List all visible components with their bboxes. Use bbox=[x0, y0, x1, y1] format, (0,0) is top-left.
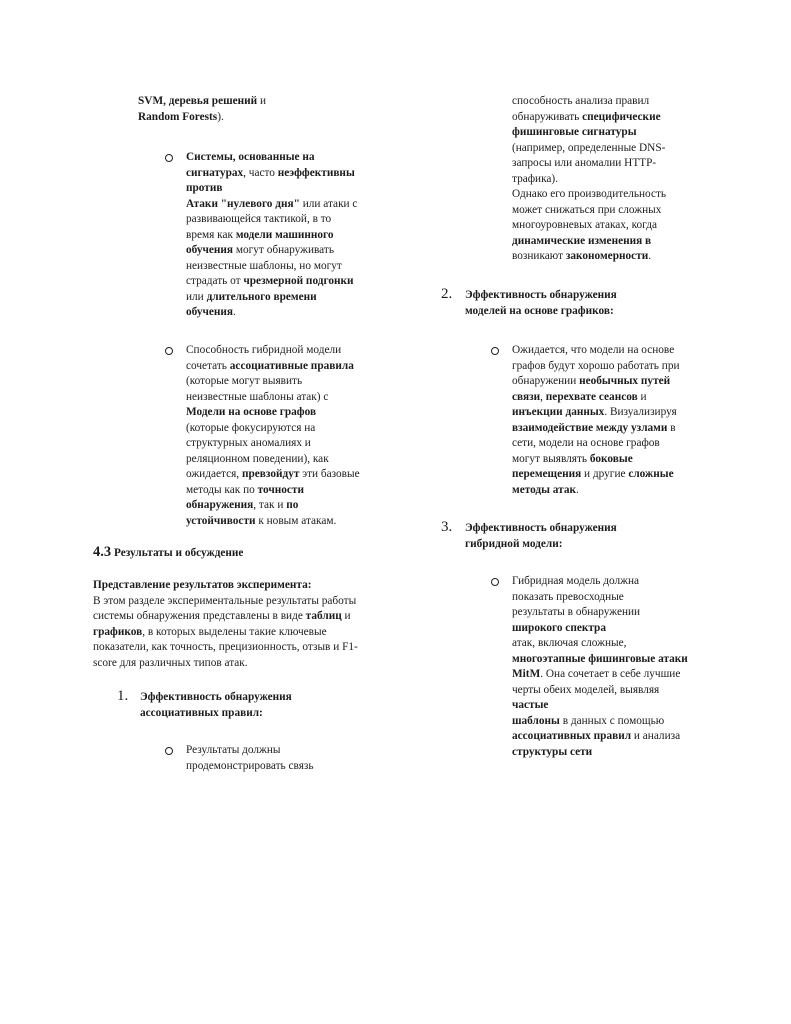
text-line: методы как по bbox=[186, 483, 258, 496]
bullet-circle-icon bbox=[165, 747, 173, 755]
text-line: атак, включая сложные, bbox=[512, 637, 627, 649]
item-association-rules bbox=[140, 690, 292, 721]
text-line: модели машинного bbox=[235, 228, 334, 241]
intro-text bbox=[138, 94, 266, 125]
text-line: могут обнаруживать bbox=[233, 244, 334, 256]
text-line: продемонстрировать связь bbox=[186, 759, 314, 772]
bullet-hybrid-results bbox=[512, 574, 688, 760]
intro-bold: SVM, деревья решений bbox=[138, 95, 258, 107]
text-line: динамические изменения в bbox=[512, 234, 652, 247]
text-line: . bbox=[648, 250, 652, 262]
text-line: (например, определенные DNS- bbox=[512, 141, 666, 154]
text-line: графов будут хорошо работать при bbox=[512, 359, 680, 372]
text-line: закономерности bbox=[565, 250, 649, 262]
text-line: Однако его производительность bbox=[512, 188, 667, 200]
text-line: связи bbox=[512, 390, 541, 403]
presentation-heading: Представление результатов эксперимента: bbox=[93, 579, 312, 591]
text-line: развивающейся тактикой, в то bbox=[186, 213, 332, 225]
text-line: показать превосходные bbox=[512, 590, 624, 603]
list-number-1: 1. bbox=[117, 688, 129, 704]
text-line: в данных с помощью bbox=[559, 714, 665, 727]
text-line: результаты в обнаружении bbox=[512, 606, 641, 618]
intro-tail: ). bbox=[217, 110, 224, 123]
text-line: и другие bbox=[581, 468, 629, 480]
text-line: обнаружении bbox=[512, 375, 580, 387]
text-line: ассоциативных правил: bbox=[140, 706, 263, 719]
text-line: к новым атакам. bbox=[255, 514, 337, 527]
text-line: неэффективны bbox=[277, 166, 355, 179]
text-line: ассоциативных правил bbox=[512, 730, 632, 742]
text-line: . bbox=[576, 483, 579, 496]
text-line: Атаки "нулевого дня" bbox=[186, 197, 300, 210]
text-line: обнаруживать bbox=[512, 110, 583, 123]
text-line: системы обнаружения представлены в виде bbox=[93, 610, 306, 622]
text-line: реляционном поведении), как bbox=[186, 452, 329, 465]
text-line: страдать от bbox=[186, 275, 244, 287]
text-line: устойчивости bbox=[186, 514, 256, 527]
text-line: способность анализа правил bbox=[512, 95, 650, 107]
intro-bold: Random Forests bbox=[138, 110, 218, 123]
text-line: перемещения bbox=[512, 468, 582, 480]
text-line: сложные bbox=[628, 468, 674, 480]
text-line: ассоциативные правила bbox=[229, 359, 354, 372]
text-line: Эффективность обнаружения bbox=[465, 289, 617, 301]
text-line: неизвестные шаблоны атак) с bbox=[186, 390, 329, 403]
bullet-circle-icon bbox=[165, 347, 173, 355]
presentation-paragraph bbox=[93, 578, 358, 671]
text-line: могут выявлять bbox=[512, 452, 590, 465]
text-line: обнаружения bbox=[186, 499, 254, 511]
text-line: широкого спектра bbox=[512, 621, 606, 634]
text-line: структуры сети bbox=[512, 745, 593, 758]
rules-continuation bbox=[512, 94, 666, 265]
item-graph-models bbox=[465, 288, 617, 319]
text-line: графиков bbox=[93, 625, 143, 638]
text-line: перехвате сеансов bbox=[545, 390, 638, 403]
text-line: боковые bbox=[589, 452, 633, 465]
text-line: время как bbox=[186, 228, 236, 241]
bullet-circle-icon bbox=[165, 154, 173, 162]
text-line: черты обеих моделей, выявляя bbox=[512, 683, 660, 696]
text-line: Эффективность обнаружения bbox=[465, 522, 617, 534]
text-line: методы атак bbox=[512, 483, 576, 496]
text-line: обучения bbox=[186, 244, 234, 256]
text-line: (которые могут выявить bbox=[186, 375, 303, 387]
text-line: точности bbox=[257, 483, 304, 496]
text-line: или атаки с bbox=[299, 197, 358, 210]
text-line: или bbox=[186, 290, 207, 303]
text-line: и анализа bbox=[631, 730, 681, 742]
bullet-results-demonstrate bbox=[186, 743, 314, 774]
text-line: необычных путей bbox=[579, 375, 671, 387]
list-number-2: 2. bbox=[441, 286, 453, 302]
bullet-signature-systems bbox=[186, 150, 357, 321]
section-heading bbox=[93, 544, 243, 561]
section-title: Результаты и обсуждение bbox=[111, 547, 244, 559]
text-line: Способность гибридной модели bbox=[186, 344, 342, 356]
list-number-3: 3. bbox=[441, 519, 453, 535]
text-line: многоуровневых атаках, когда bbox=[512, 219, 657, 231]
intro-tail: и bbox=[257, 95, 267, 107]
text-line: шаблоны bbox=[512, 714, 560, 727]
text-line: фишинговые сигнатуры bbox=[512, 126, 637, 138]
text-line: score для различных типов атак. bbox=[93, 656, 248, 669]
text-line: , часто bbox=[243, 166, 278, 179]
text-line: чрезмерной подгонки bbox=[243, 275, 354, 287]
text-line: может снижаться при сложных bbox=[512, 203, 662, 216]
section-number: 4.3 bbox=[93, 544, 112, 560]
text-line: специфические bbox=[582, 110, 661, 123]
text-line: трафика). bbox=[512, 172, 559, 185]
text-line: В этом разделе экспериментальные результаты работы bbox=[93, 594, 357, 607]
text-line: неизвестные шаблоны, но могут bbox=[186, 259, 342, 272]
text-line: и bbox=[341, 610, 351, 622]
text-line: эти базовые bbox=[299, 468, 360, 480]
text-line: сигнатурах bbox=[186, 166, 244, 179]
text-line: структурных аномалиях и bbox=[186, 437, 311, 449]
text-line: ожидается, bbox=[186, 468, 242, 480]
text-line: . Визуализируя bbox=[604, 406, 677, 418]
text-line: . Она сочетает в себе лучшие bbox=[540, 668, 681, 680]
text-line: MitM bbox=[512, 668, 541, 680]
bullet-hybrid-ability bbox=[186, 343, 360, 529]
text-line: сети, модели на основе графов bbox=[512, 437, 660, 449]
text-line: Эффективность обнаружения bbox=[140, 691, 292, 703]
text-line: против bbox=[186, 182, 223, 194]
text-line: и bbox=[637, 390, 647, 403]
text-line: возникают bbox=[512, 250, 566, 262]
text-line: (которые фокусируются на bbox=[186, 421, 316, 434]
text-line: гибридной модели: bbox=[465, 537, 563, 550]
text-line: частые bbox=[512, 699, 549, 711]
text-line: запросы или аномалии HTTP- bbox=[512, 157, 657, 169]
item-hybrid-model bbox=[465, 521, 617, 552]
text-line: . bbox=[233, 306, 236, 318]
text-line: , так и bbox=[253, 499, 287, 511]
text-line: Ожидается, что модели на основе bbox=[512, 344, 675, 356]
text-line: таблиц bbox=[305, 610, 342, 622]
text-line: , bbox=[540, 390, 546, 403]
bullet-circle-icon bbox=[491, 578, 499, 586]
text-line: инъекции данных bbox=[512, 406, 605, 418]
text-line: Результаты должны bbox=[186, 744, 281, 756]
text-line: взаимодействие между узлами bbox=[512, 421, 668, 434]
text-line: длительного времени bbox=[206, 290, 317, 303]
bullet-graph-expectation bbox=[512, 343, 680, 498]
bullet-circle-icon bbox=[491, 347, 499, 355]
text-line: Гибридная модель должна bbox=[512, 575, 640, 587]
text-line: по bbox=[286, 499, 299, 511]
text-line: сочетать bbox=[186, 359, 230, 372]
text-line: , в которых выделены такие ключевые bbox=[142, 625, 327, 638]
text-line: превзойдут bbox=[241, 468, 300, 480]
text-line: Модели на основе графов bbox=[186, 406, 317, 418]
text-line: Системы, основанные на bbox=[186, 151, 315, 163]
text-line: многоэтапные фишинговые атаки bbox=[512, 652, 688, 665]
text-line: в bbox=[667, 421, 676, 434]
text-line: моделей на основе графиков: bbox=[465, 304, 614, 317]
text-line: показатели, как точность, прецизионность, отзыв и F1- bbox=[93, 641, 358, 653]
text-line: обучения bbox=[186, 306, 234, 318]
